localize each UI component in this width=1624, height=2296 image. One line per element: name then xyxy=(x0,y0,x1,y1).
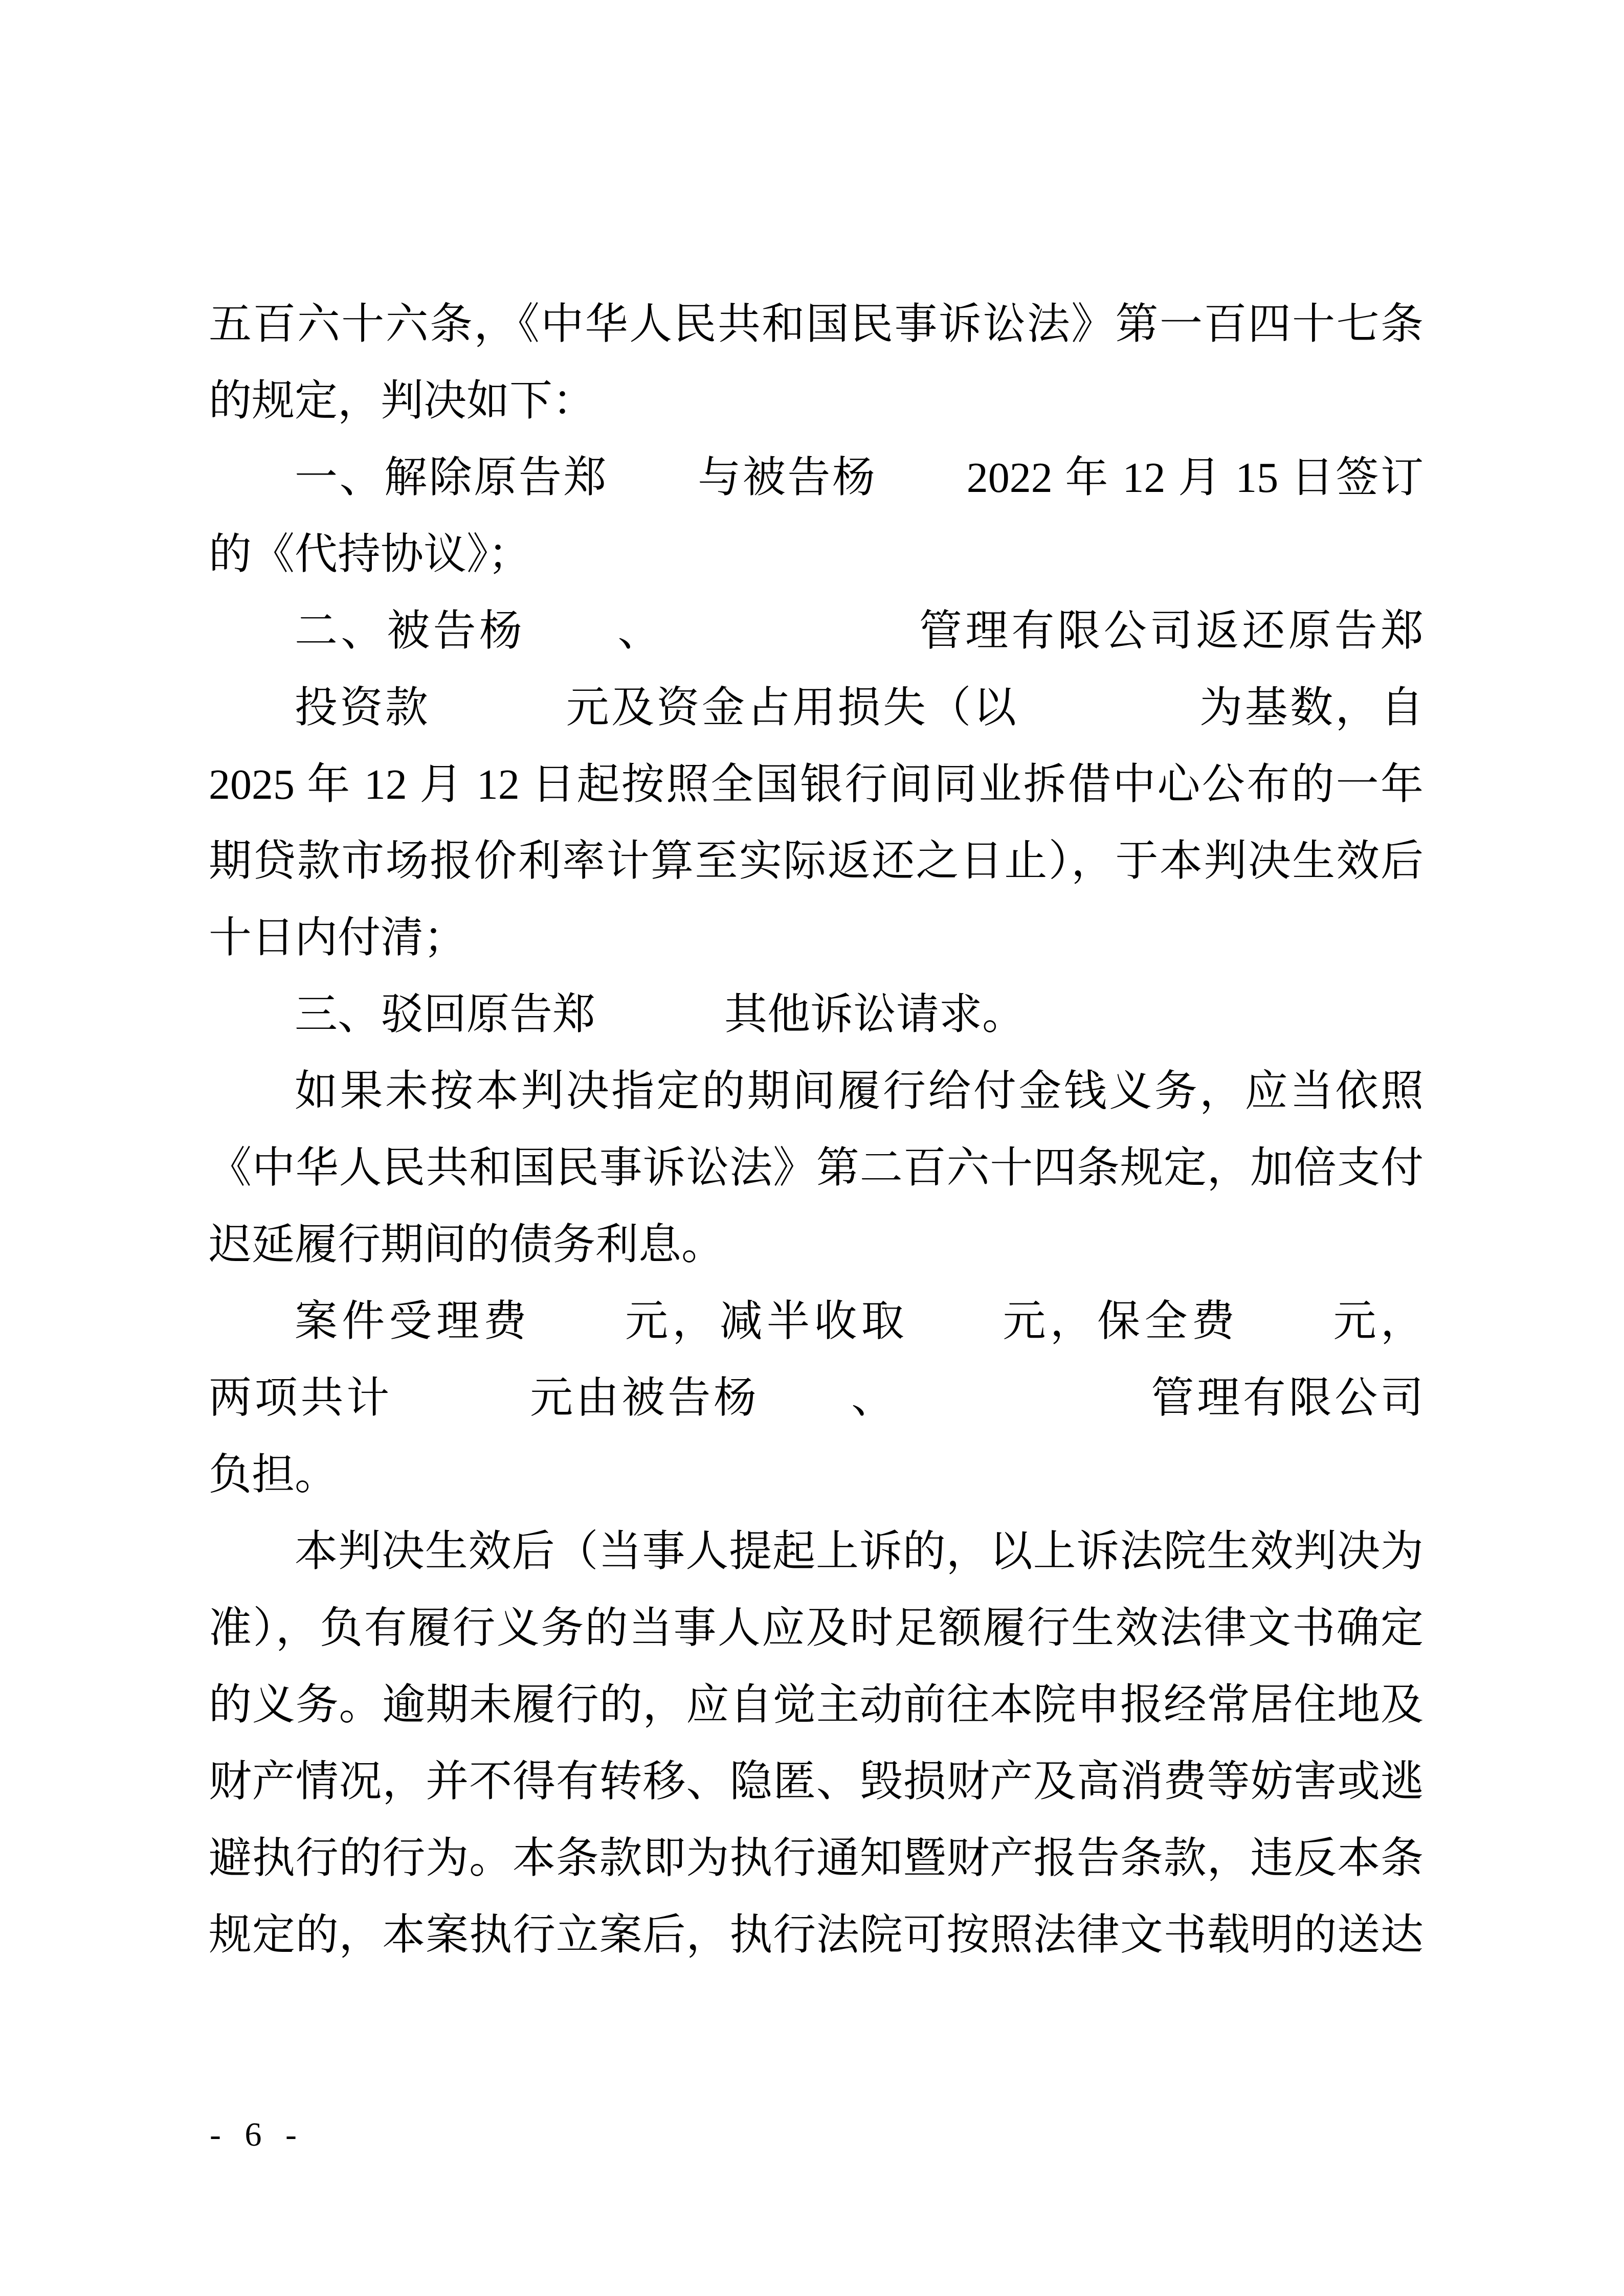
text-line: 五百六十六条，《中华人民共和国民事诉讼法》第一百四十七条 xyxy=(209,301,1423,348)
text-line: 规定的，本案执行立案后，执行法院可按照法律文书载明的送达 xyxy=(209,1911,1423,1959)
text-line: 的《代持协议》； xyxy=(209,531,531,578)
text-line: 期贷款市场报价利率计算至实际返还之日止），于本判决生效后 xyxy=(209,838,1423,885)
text-line: 十日内付清； xyxy=(209,914,467,962)
text-line: 负担。 xyxy=(209,1451,338,1499)
text-line: 案件受理费 元，减半收取 元，保全费 元， xyxy=(295,1298,1423,1345)
text-line: 《中华人民共和国民事诉讼法》第二百六十四条规定，加倍支付 xyxy=(209,1144,1423,1192)
document-body xyxy=(209,286,1423,1974)
text-line: 迟延履行期间的债务利息。 xyxy=(209,1221,725,1269)
text-line: 两项共计 元由被告杨 、 管理有限公司 xyxy=(209,1375,1423,1422)
page-number: - 6 - xyxy=(210,2116,304,2153)
text-line: 避执行的行为。本条款即为执行通知暨财产报告条款，违反本条 xyxy=(209,1835,1423,1882)
text-line: 财产情况，并不得有转移、隐匿、毁损财产及高消费等妨害或逃 xyxy=(209,1758,1423,1806)
text-line: 投资款 元及资金占用损失（以 为基数，自 xyxy=(295,684,1423,732)
text-line: 2025 年 12 月 12 日起按照全国银行间同业拆借中心公布的一年 xyxy=(209,761,1423,808)
text-line: 如果未按本判决指定的期间履行给付金钱义务，应当依照 xyxy=(295,1068,1423,1115)
text-line: 本判决生效后（当事人提起上诉的，以上诉法院生效判决为 xyxy=(295,1528,1423,1575)
text-line: 一、解除原告郑 与被告杨 2022 年 12 月 15 日签订 xyxy=(295,454,1423,502)
text-line: 的义务。逾期未履行的，应自觉主动前往本院申报经常居住地及 xyxy=(209,1681,1423,1729)
text-line: 三、驳回原告郑 其他诉讼请求。 xyxy=(295,991,1026,1039)
text-line: 二、被告杨 、 管理有限公司返还原告郑 xyxy=(295,607,1423,655)
text-line: 准），负有履行义务的当事人应及时足额履行生效法律文书确定 xyxy=(209,1605,1423,1652)
text-line: 的规定，判决如下： xyxy=(209,377,596,425)
